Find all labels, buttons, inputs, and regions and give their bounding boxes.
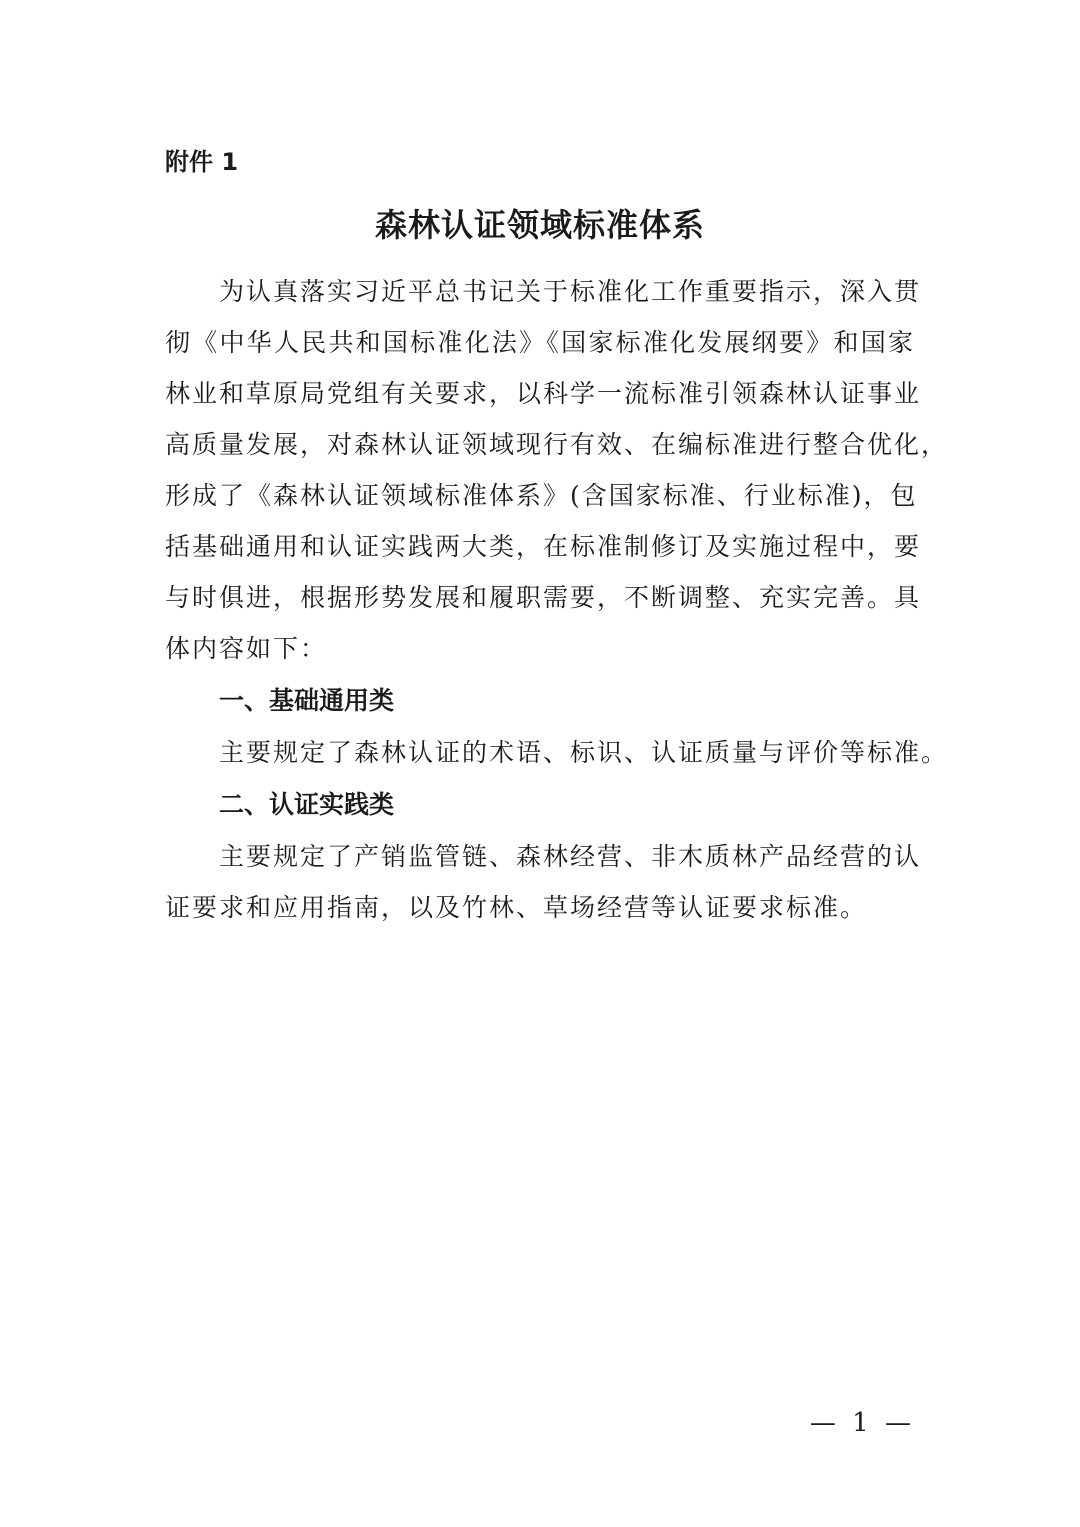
text-line: 与时俱进，根据形势发展和履职需要，不断调整、充实完善。具	[165, 583, 922, 612]
section-heading-basic: 一、基础通用类	[219, 686, 395, 715]
section-paragraph-basic	[165, 727, 949, 778]
text-line: 高质量发展，对森林认证领域现行有效、在编标准进行整合优化，	[165, 430, 949, 459]
section-paragraph-practice	[165, 831, 922, 933]
text-line: 括基础通用和认证实践两大类，在标准制修订及实施过程中，要	[165, 532, 922, 561]
text-line: 主要规定了森林认证的术语、标识、认证质量与评价等标准。	[219, 738, 949, 767]
text-line: 证要求和应用指南，以及竹林、草场经营等认证要求标准。	[165, 893, 868, 922]
document-title: 森林认证领域标准体系	[374, 206, 705, 244]
text-line: 形成了《森林认证领域标准体系》(含国家标准、行业标准)，包	[165, 481, 918, 510]
document-body	[165, 266, 949, 933]
text-line: 体内容如下：	[165, 634, 328, 663]
section-heading-practice: 二、认证实践类	[219, 790, 395, 819]
text-line: 林业和草原局党组有关要求，以科学一流标准引领森林认证事业	[165, 379, 922, 408]
attachment-label: 附件 1	[165, 148, 239, 176]
text-line: 为认真落实习近平总书记关于标准化工作重要指示，深入贯	[219, 277, 922, 306]
text-line: 主要规定了产销监管链、森林经营、非木质林产品经营的认	[219, 842, 922, 871]
intro-paragraph	[165, 266, 949, 674]
text-line: 彻《中华人民共和国标准化法》《国家标准化发展纲要》和国家	[165, 328, 915, 357]
page-number: — 1 —	[809, 1408, 915, 1438]
